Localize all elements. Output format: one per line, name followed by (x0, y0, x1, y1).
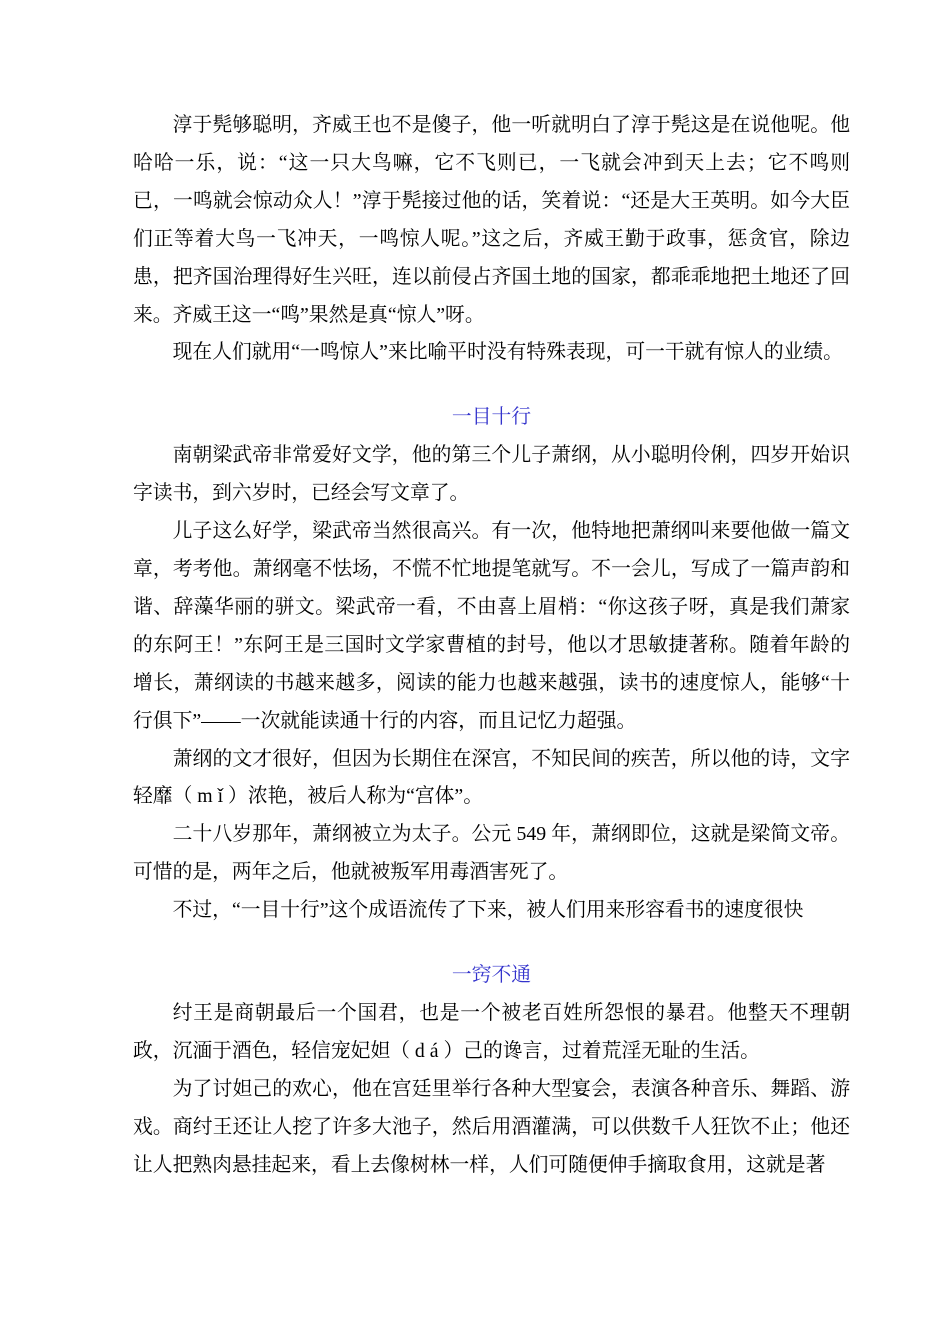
paragraph-yiqiaobutong-story: 为了讨妲己的欢心，他在宫廷里举行各种大型宴会，表演各种音乐、舞蹈、游戏。商纣王还让人挖了许多大池子，然后用酒灌满，可以供数千人狂饮不止；他还让人把熟肉悬挂起来，看上去像树林一样，人们可随便伸手摘取食用，这就是著 (133, 1077, 850, 1176)
section-heading-yimushihang: 一目十行 (451, 406, 532, 429)
paragraph-yimushihang-story: 儿子这么好学，梁武帝当然很高兴。有一次，他特地把萧纲叫来要他做一篇文章，考考他。萧纲毫不怯场，不慌不忙地提笔就写。不一会儿，写成了一篇声韵和谐、辞藻华丽的骈文。梁武帝一看，不由喜上眉梢：“你这孩子呀，真是我们萧家的东阿王！”东阿王是三国时文学家曹植的封号，他以才思敏捷著称。随着年龄的增长，萧纲读的书越来越多，阅读的能力也越来越强，读书的速度惊人，能够“十行俱下”——一次就能读通十行的内容，而且记忆力超强。 (133, 520, 850, 732)
section-heading-yiqiaobutong: 一窍不通 (451, 964, 532, 987)
paragraph-yimingjingren-moral: 现在人们就用“一鸣惊人”来比喻平时没有特殊表现，可一干就有惊人的业绩。 (172, 341, 843, 364)
paragraph-yimushihang-moral: 不过，“一目十行”这个成语流传了下来，被人们用来形容看书的速度很快 (172, 899, 804, 922)
paragraph-yiqiaobutong-intro: 纣王是商朝最后一个国君，也是一个被老百姓所怨恨的暴君。他整天不理朝政，沉湎于酒色，轻信宠妃妲（ d á ）己的谗言，过着荒淫无耻的生活。 (133, 1001, 850, 1062)
paragraph-yimushihang-crownprince: 二十八岁那年，萧纲被立为太子。公元 549 年，萧纲即位，这就是梁简文帝。可惜的是，两年之后，他就被叛军用毒酒害死了。 (133, 823, 850, 884)
paragraph-yimingjingren-story: 淳于髡够聪明，齐威王也不是傻子，他一听就明白了淳于髡这是在说他呢。他哈哈一乐，说：“这一只大鸟嘛，它不飞则已，一飞就会冲到天上去；它不鸣则已，一鸣就会惊动众人！”淳于髡接过他的话，笑着说：“还是大王英明。如今大臣们正等着大鸟一飞冲天，一鸣惊人呢。”这之后，齐威王勤于政事，惩贪官，除边患，把齐国治理得好生兴旺，连以前侵占齐国土地的国家，都乖乖地把土地还了回来。齐威王这一“鸣”果然是真“惊人”呀。 (133, 114, 850, 326)
paragraph-yimushihang-poetry: 萧纲的文才很好，但因为长期住在深宫，不知民间的疾苦，所以他的诗，文字轻靡（ m ǐ ）浓艳，被后人称为“宫体”。 (133, 747, 850, 808)
paragraph-yimushihang-intro: 南朝梁武帝非常爱好文学，他的第三个儿子萧纲，从小聪明伶俐，四岁开始识字读书，到六岁时，已经会写文章了。 (133, 444, 850, 505)
